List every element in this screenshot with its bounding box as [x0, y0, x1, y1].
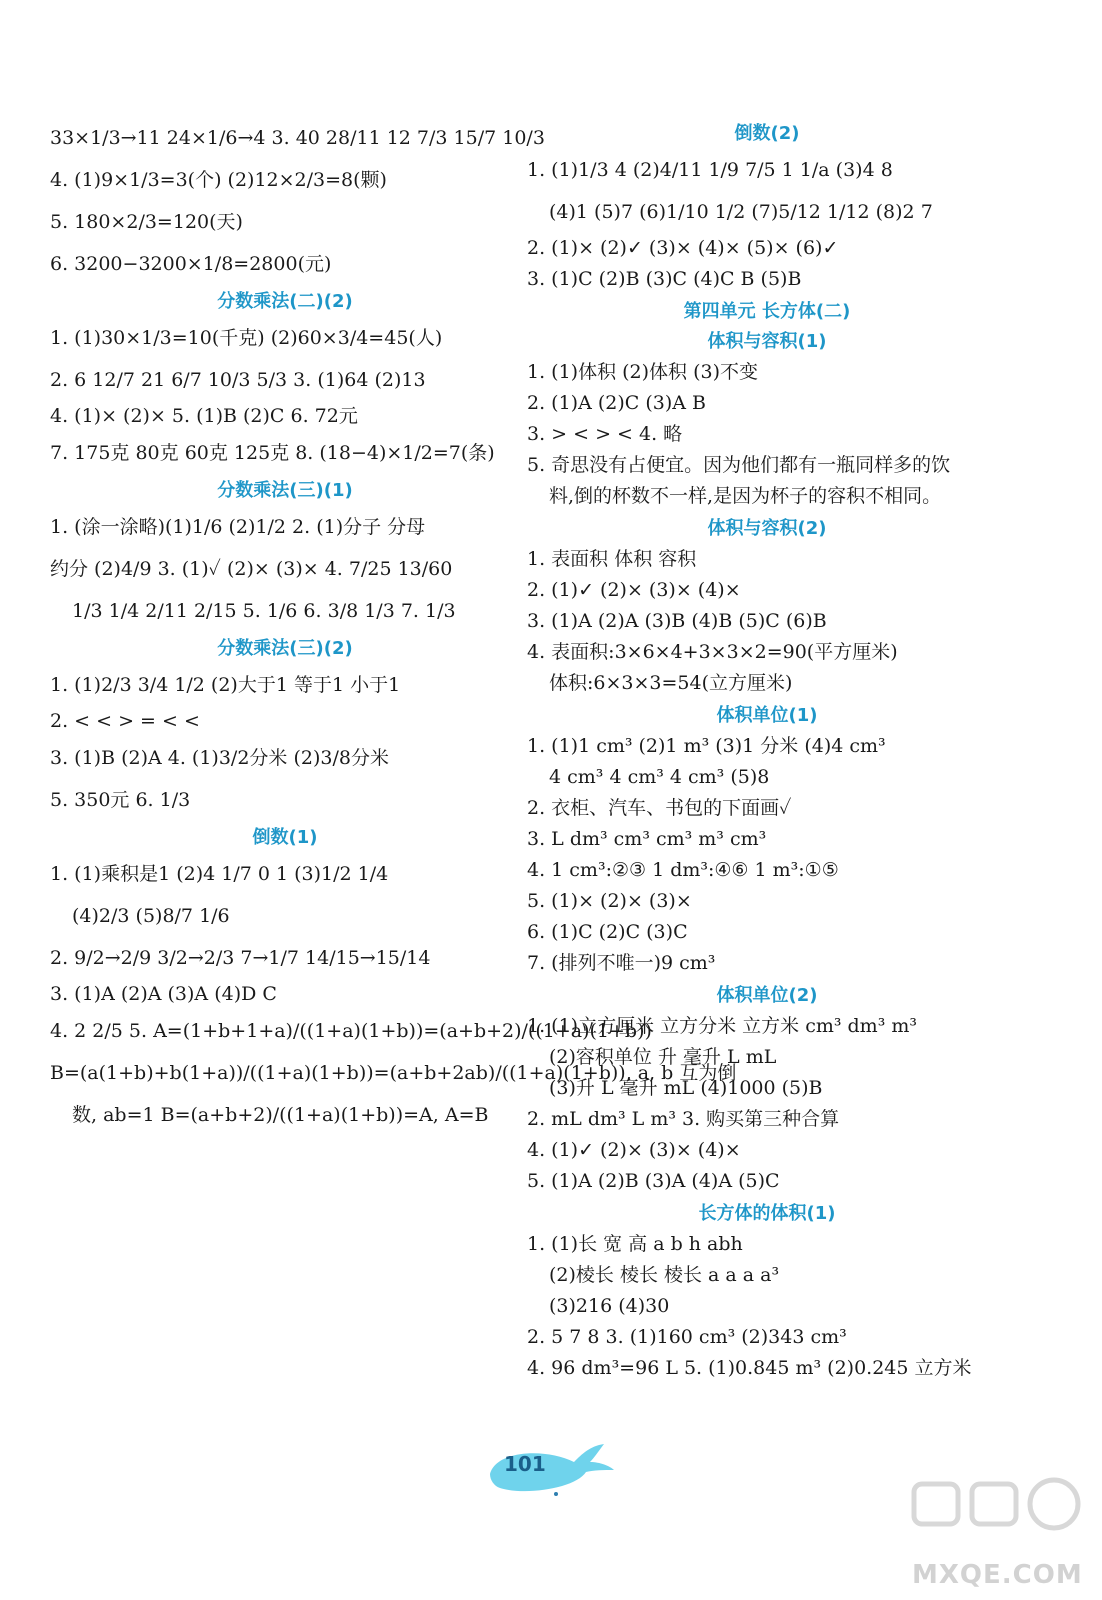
answer-line: 4. 2 2/5 5. A=(1+b+1+a)/((1+a)(1+b))=(a+b+2)/((1+a)(1+b)) [50, 1020, 652, 1042]
answer-line: 3. (1)A (2)A (3)A (4)D C [50, 983, 277, 1005]
answer-line: 1. 表面积 体积 容积 [527, 548, 697, 570]
answer-line: 体积:6×3×3=54(立方厘米) [549, 672, 793, 694]
answer-line: 1. (1)1 cm³ (2)1 m³ (3)1 分米 (4)4 cm³ [527, 735, 886, 757]
answer-line: 4. 1 cm³:②③ 1 dm³:④⑥ 1 m³:①⑤ [527, 859, 839, 881]
answer-line: 5. 180×2/3=120(天) [50, 211, 243, 233]
answer-line: 2. (1)A (2)C (3)A B [527, 392, 706, 414]
answer-line: 1. (涂一涂略)(1)1/6 (2)1/2 2. (1)分子 分母 [50, 516, 426, 538]
answer-line: 约分 (2)4/9 3. (1)✓ (2)× (3)× 4. 7/25 13/60 [50, 558, 453, 580]
answer-line: 1. (1)2/3 3/4 1/2 (2)大于1 等于1 小于1 [50, 674, 401, 696]
answer-line: (2)棱长 棱长 棱长 a a a a³ [549, 1264, 780, 1286]
section-heading: 第四单元 长方体(二) [683, 301, 851, 322]
section-heading: 分数乘法(三)(1) [217, 480, 353, 501]
answer-line: 5. 350元 6. 1/3 [50, 789, 191, 811]
answer-line: 3. (1)B (2)A 4. (1)3/2分米 (2)3/8分米 [50, 747, 389, 769]
answer-line: 1. (1)立方厘米 立方分米 立方米 cm³ dm³ m³ [527, 1015, 917, 1037]
answer-line: (2)容积单位 升 毫升 L mL [549, 1046, 777, 1068]
answer-line: 2. mL dm³ L m³ 3. 购买第三种合算 [527, 1108, 840, 1130]
answer-line: (4)1 (5)7 (6)1/10 1/2 (7)5/12 1/12 (8)2 7 [549, 201, 933, 223]
section-heading: 体积单位(1) [716, 705, 818, 726]
answer-line: 1. (1)长 宽 高 a b h abh [527, 1233, 743, 1255]
answer-line: 4. 表面积:3×6×4+3×3×2=90(平方厘米) [527, 641, 898, 663]
answer-line: 1. (1)乘积是1 (2)4 1/7 0 1 (3)1/2 1/4 [50, 863, 389, 885]
page-number-badge [486, 1440, 616, 1500]
answer-line: 4. (1)× (2)× 5. (1)B (2)C 6. 72元 [50, 405, 358, 427]
answer-line: 2. 9/2→2/9 3/2→2/3 7→1/7 14/15→15/14 [50, 947, 431, 969]
answer-line: 4. 96 dm³=96 L 5. (1)0.845 m³ (2)0.245 立方米 [527, 1357, 972, 1379]
section-heading: 倒数(1) [252, 827, 318, 848]
answer-line: 2. 5 7 8 3. (1)160 cm³ (2)343 cm³ [527, 1326, 847, 1348]
answer-line: 6. (1)C (2)C (3)C [527, 921, 688, 943]
answer-line: 5. (1)× (2)× (3)× [527, 890, 692, 912]
section-heading: 倒数(2) [734, 123, 800, 144]
page-number: 101 [504, 1452, 546, 1476]
answer-line: 2. 衣柜、汽车、书包的下面画✓ [527, 797, 792, 819]
section-heading: 分数乘法(三)(2) [217, 638, 353, 659]
answer-line: 3. > < > < 4. 略 [527, 423, 683, 445]
answer-line: 33×1/3→11 24×1/6→4 3. 40 28/11 12 7/3 15/7 10/3 [50, 127, 545, 149]
section-heading: 长方体的体积(1) [698, 1203, 836, 1224]
watermark-text: MXQE.COM [912, 1560, 1083, 1590]
answer-line: 3. L dm³ cm³ cm³ m³ cm³ [527, 828, 767, 850]
answer-line: 7. 175克 80克 60克 125克 8. (18−4)×1/2=7(条) [50, 442, 495, 464]
answer-line: 4. (1)✓ (2)× (3)× (4)× [527, 1139, 741, 1161]
answer-line: 1. (1)1/3 4 (2)4/11 1/9 7/5 1 1/a (3)4 8 [527, 159, 893, 181]
answer-line: 1. (1)30×1/3=10(千克) (2)60×3/4=45(人) [50, 327, 443, 349]
watermark-logo-icon [904, 1464, 1094, 1564]
answer-line: 1. (1)体积 (2)体积 (3)不变 [527, 361, 758, 383]
answer-line: 2. < < > = < < [50, 710, 200, 732]
answer-line: 4. (1)9×1/3=3(个) (2)12×2/3=8(颗) [50, 169, 387, 191]
section-heading: 体积与容积(2) [707, 518, 827, 539]
answer-line: 2. 6 12/7 21 6/7 10/3 5/3 3. (1)64 (2)13 [50, 369, 426, 391]
answer-line: 6. 3200−3200×1/8=2800(元) [50, 253, 332, 275]
answer-line: 3. (1)C (2)B (3)C (4)C B (5)B [527, 268, 802, 290]
answer-line: 1/3 1/4 2/11 2/15 5. 1/6 6. 3/8 1/3 7. 1/3 [72, 600, 456, 622]
answer-line: 7. (排列不唯一)9 cm³ [527, 952, 716, 974]
right-column [527, 118, 1007, 1385]
section-heading: 体积与容积(1) [707, 331, 827, 352]
section-heading: 分数乘法(二)(2) [217, 291, 353, 312]
answer-line: 5. 奇思没有占便宜。因为他们都有一瓶同样多的饮 [527, 454, 951, 476]
watermark [904, 1464, 1094, 1594]
answer-line: 5. (1)A (2)B (3)A (4)A (5)C [527, 1170, 780, 1192]
answer-line: 2. (1)× (2)✓ (3)× (4)× (5)× (6)✓ [527, 237, 839, 259]
answer-line: (4)2/3 (5)8/7 1/6 [72, 905, 230, 927]
answer-line: (3)升 L 毫升 mL (4)1000 (5)B [549, 1077, 823, 1099]
answer-line: 3. (1)A (2)A (3)B (4)B (5)C (6)B [527, 610, 827, 632]
section-heading: 体积单位(2) [716, 985, 818, 1006]
answer-line: B=(a(1+b)+b(1+a))/((1+a)(1+b))=(a+b+2ab)/((1+a)(1+b)), a, b 互为倒 [50, 1062, 737, 1084]
answer-line: (3)216 (4)30 [549, 1295, 670, 1317]
answer-line: 4 cm³ 4 cm³ 4 cm³ (5)8 [549, 766, 770, 788]
answer-line: 数, ab=1 B=(a+b+2)/((1+a)(1+b))=A, A=B [72, 1104, 489, 1126]
answer-line: 料,倒的杯数不一样,是因为杯子的容积不相同。 [549, 485, 942, 507]
answer-line: 2. (1)✓ (2)× (3)× (4)× [527, 579, 741, 601]
